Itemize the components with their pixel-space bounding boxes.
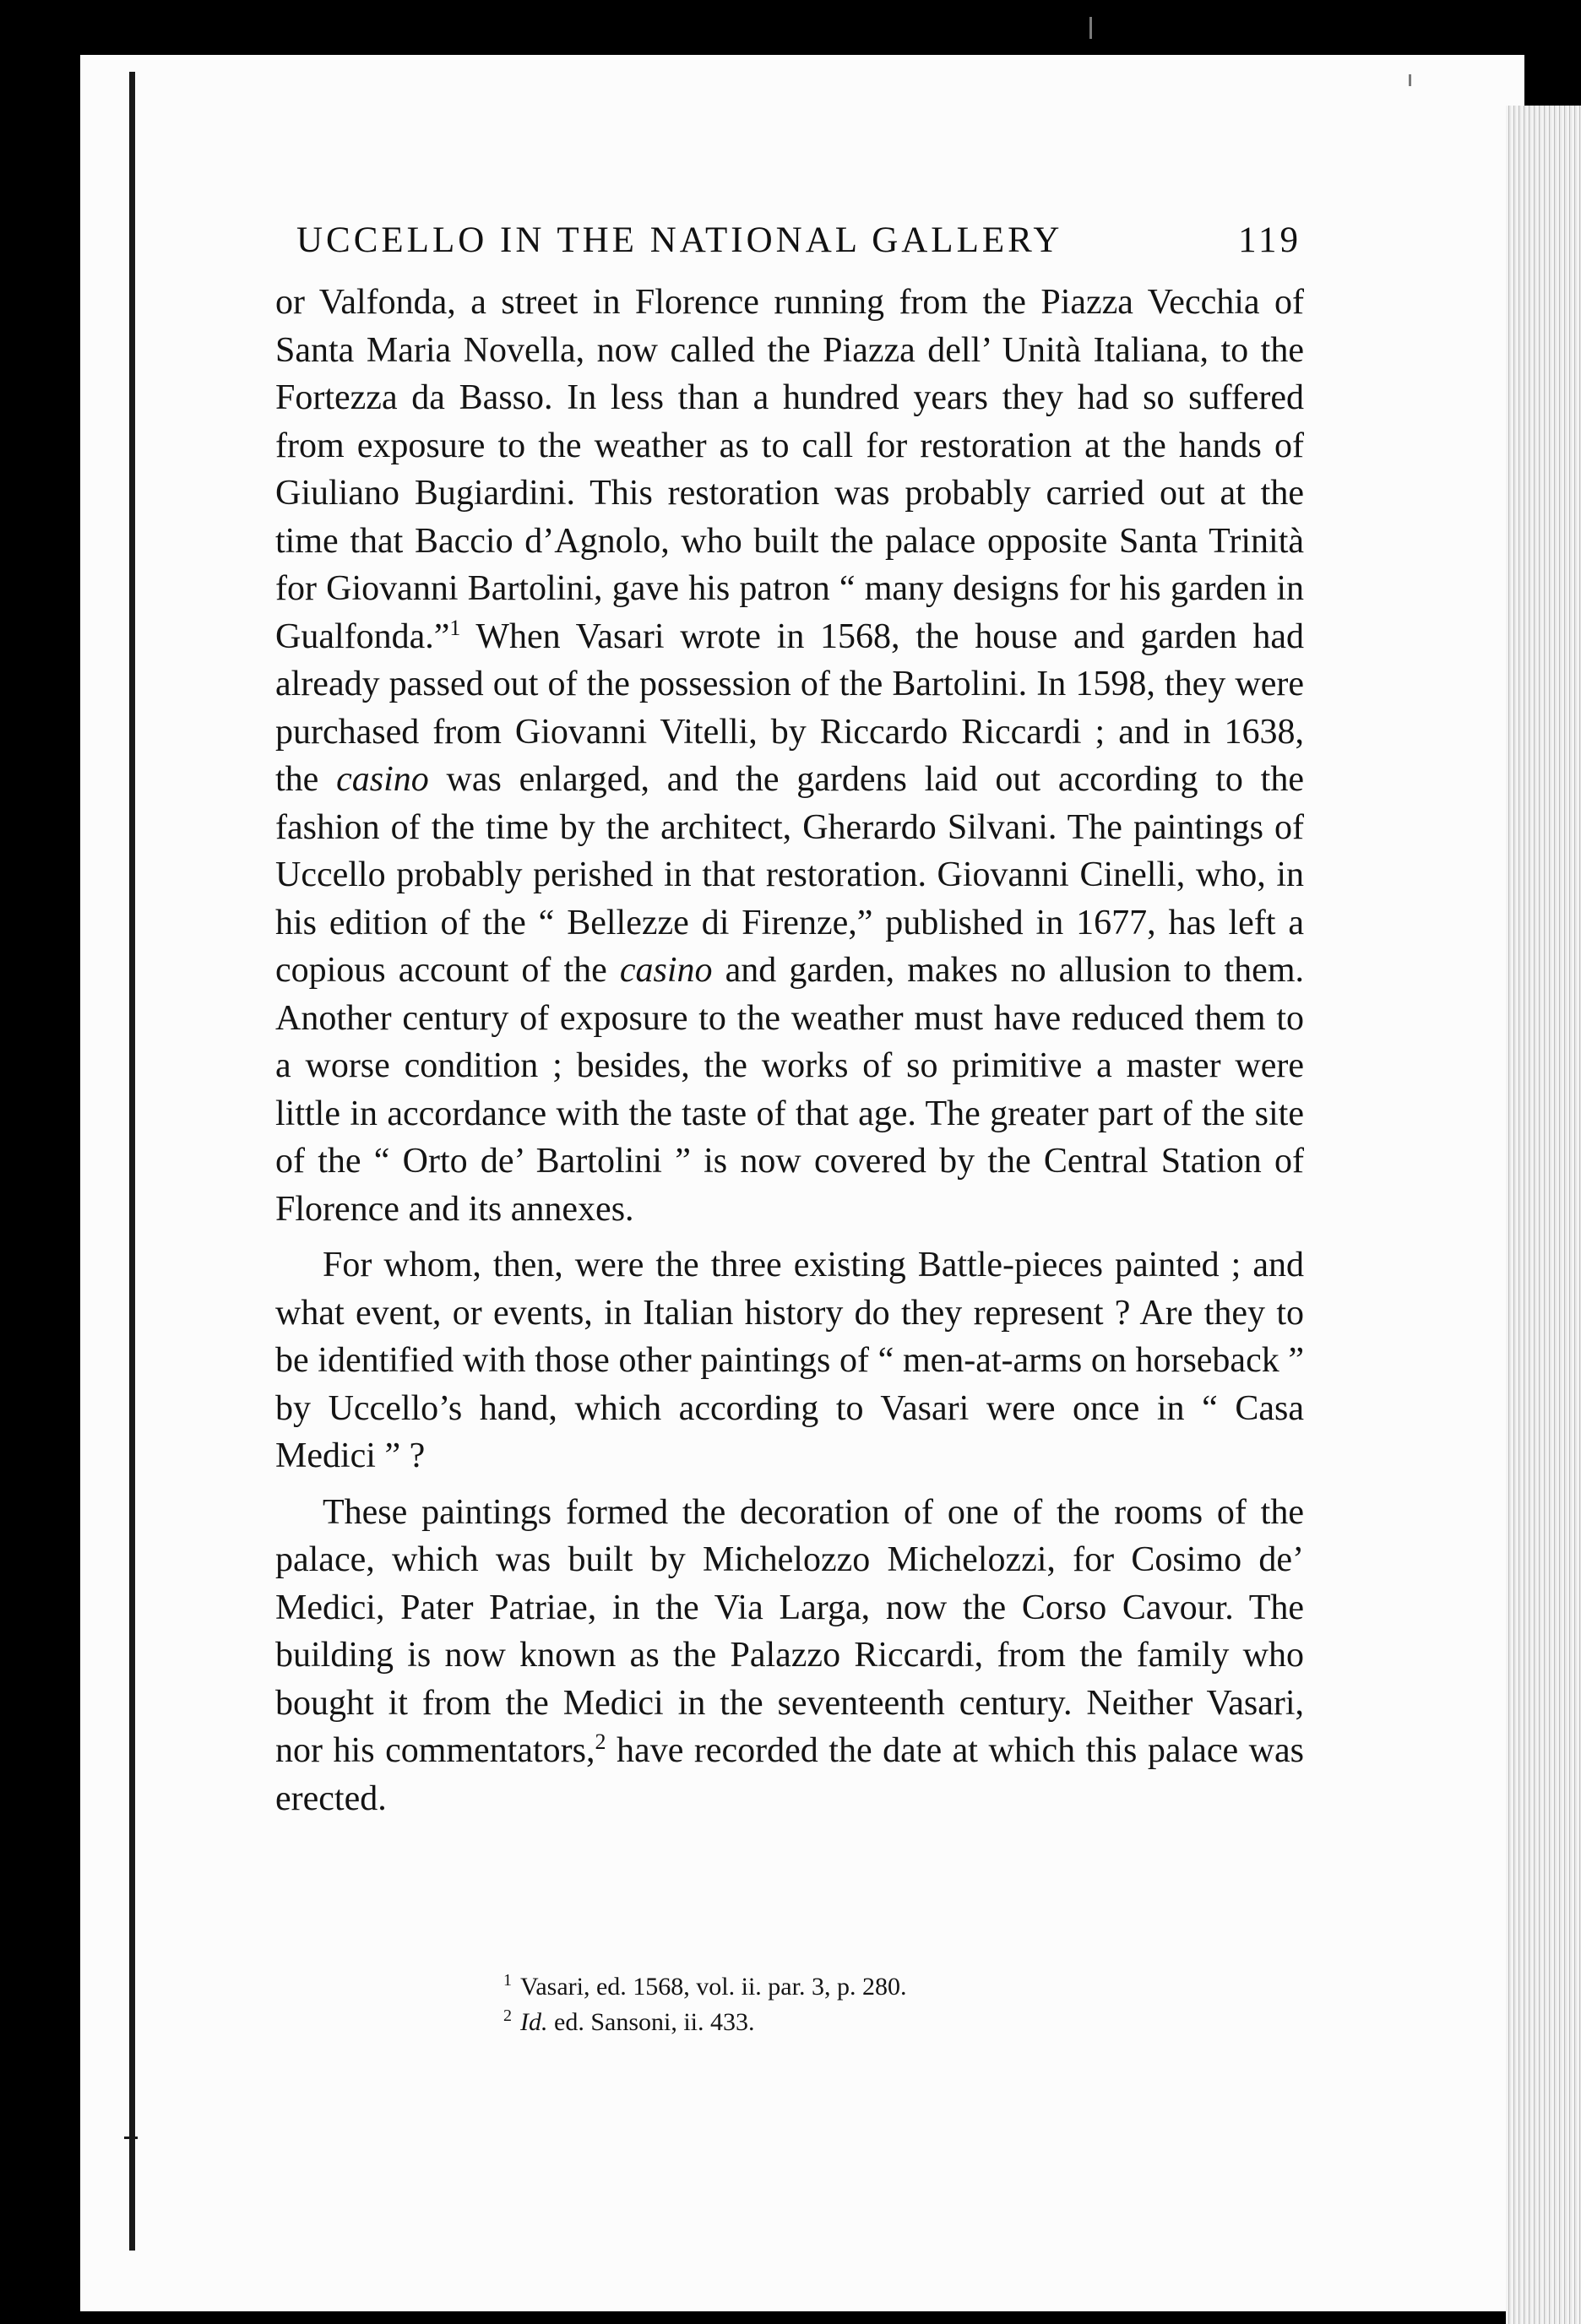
italic-text: casino bbox=[619, 951, 713, 990]
text-run: These paintings formed the decoration of one of the rooms of the palace, which was built by Michelozzo Michelozzi, for Cosimo de’ Medici, Pater Patriae, in the Via Larga, now the Corso Cavour. The building is now known as the Palazzo Riccardi, from the family who bought it from the Medici in the seventeenth century. Neither Vasari, nor his commentators, bbox=[275, 1492, 1304, 1770]
footnote-reference: 1 bbox=[449, 615, 461, 640]
paragraph bbox=[275, 1489, 1304, 1823]
scan-speck bbox=[1089, 17, 1092, 39]
text-run: have recorded the date at which this palace was erected. bbox=[275, 1731, 1304, 1818]
italic-text: Id. bbox=[520, 2008, 548, 2036]
paragraph bbox=[275, 1241, 1304, 1480]
page-edges bbox=[1506, 106, 1581, 2324]
text-run: or Valfonda, a street in Florence running from the Piazza Vecchia of Santa Maria Novella, now called the Piazza dell’ Unità Italiana, to the Fortezza da Basso. In less than a hundred years they had so suffered from exposure to the weather as to call for restoration at the hands of Giuliano Bugiardini. This restoration was probably carried out at the time that Baccio d’Agnolo, who built the palace opposite Santa Trinità for Giovanni Bartolini, gave his patron “ many designs for his garden in Gualfonda.” bbox=[275, 283, 1304, 656]
text-run: For whom, then, were the three existing Battle-pieces painted ; and what event, or events, in Italian history do they represent ? Are they to be identified with those other paintings of “ men-at-arms on horseback ” by Uccello’s hand, which according to Vasari were once in “ Casa Medici ” ? bbox=[275, 1246, 1304, 1475]
body-text bbox=[275, 279, 1304, 1822]
text-run: was enlarged, and the gardens laid out according to the fashion of the time by the architect, Gherardo Silvani. The paintings of Uccello probably perished in that restoration. Giovanni Cinelli, who, in his edition of the “ Bellezze di Firenze,” published in 1677, has left a copious account of the bbox=[275, 760, 1304, 990]
footnote bbox=[503, 2005, 1263, 2040]
gutter-rule bbox=[129, 72, 135, 2251]
footnote-reference: 2 bbox=[595, 1729, 606, 1754]
footnote-mark: 2 bbox=[503, 2006, 512, 2025]
page-number: 119 bbox=[1238, 220, 1301, 260]
text-run: When Vasari wrote in 1568, the house and garden had already passed out of the possession of the Bartolini. In 1598, they were purchased from Giovanni Vitelli, by Riccardo Riccardi ; and in 1638, the bbox=[275, 616, 1304, 799]
text-run: and garden, makes no allusion to them. Another century of exposure to the weather must have reduced them to a worse condition ; besides, the works of so primitive a master were little in accordance with the taste of that age. The greater part of the site of the “ Orto de’ Bartolini ” is now covered by the Central Station of Florence and its annexes. bbox=[275, 951, 1304, 1229]
footnotes bbox=[503, 1969, 1263, 2040]
running-head bbox=[296, 220, 1301, 261]
footnote-mark: 1 bbox=[503, 1971, 512, 1990]
text-run: Vasari, ed. 1568, vol. ii. par. 3, p. 280. bbox=[520, 1973, 907, 2001]
paragraph bbox=[275, 279, 1304, 1233]
footnote bbox=[503, 1969, 1263, 2005]
scan-speck bbox=[1409, 74, 1411, 86]
italic-text: casino bbox=[336, 760, 429, 799]
text-run: ed. Sansoni, ii. 433. bbox=[547, 2008, 755, 2036]
running-head-title: UCCELLO IN THE NATIONAL GALLERY bbox=[296, 220, 1063, 260]
gutter-mark bbox=[124, 2137, 138, 2139]
